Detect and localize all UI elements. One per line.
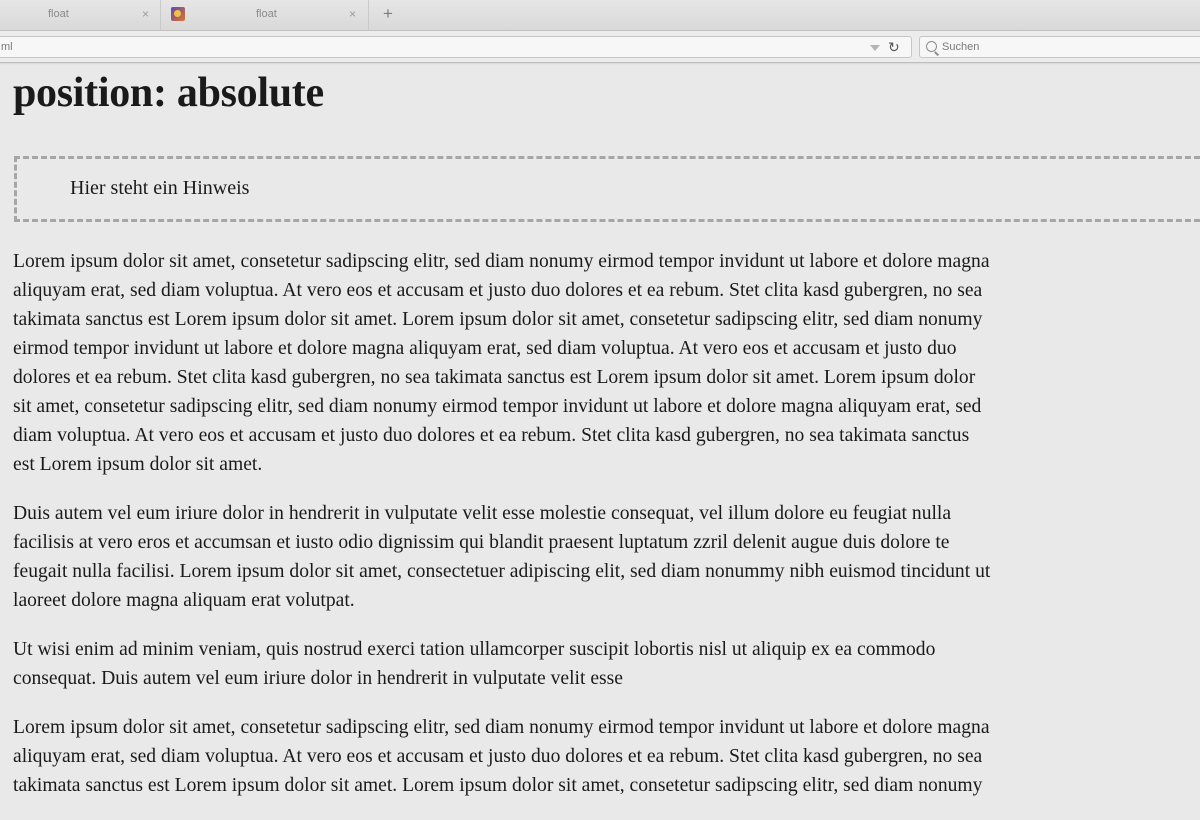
text-line: Duis autem vel eum iriure dolor in hendrerit in vulputate velit esse molestie consequat, vel illum dolore eu feugiat nulla (13, 503, 952, 524)
search-icon (926, 41, 937, 52)
text-line: est Lorem ipsum dolor sit amet. (13, 454, 263, 475)
search-bar[interactable] (919, 36, 1200, 58)
new-tab-button[interactable]: + (383, 4, 393, 23)
text-line: Lorem ipsum dolor sit amet, consetetur sadipscing elitr, sed diam nonumy eirmod tempor invidunt ut labore et dolore magna (13, 717, 990, 738)
reload-icon[interactable]: ↻ (888, 39, 900, 55)
paragraph (13, 713, 1200, 800)
paragraph (13, 247, 1200, 479)
page-content (13, 64, 1200, 796)
text-line: facilisis at vero eros et accumsan et iusto odio dignissim qui blandit praesent luptatum zzril delenit augue duis dolore te (13, 532, 950, 553)
paragraph (13, 635, 1200, 693)
url-text: ml (1, 41, 13, 53)
text-line: takimata sanctus est Lorem ipsum dolor sit amet. Lorem ipsum dolor sit amet, consetetur sadipscing elitr, sed diam nonumy (13, 775, 983, 796)
text-line: feugait nulla facilisi. Lorem ipsum dolor sit amet, consectetuer adipiscing elit, sed diam nonummy nibh euismod tincidunt ut (13, 561, 991, 582)
tab-bar (0, 0, 1200, 31)
tab-float-2[interactable] (162, 0, 369, 30)
navigation-toolbar (0, 31, 1200, 63)
close-tab-icon[interactable]: × (142, 7, 150, 21)
body-text (13, 247, 1200, 820)
text-line: sit amet, consetetur sadipscing elitr, sed diam nonumy eirmod tempor invidunt ut labore et dolore magna aliquyam erat, sed (13, 396, 982, 417)
tab-title: float (48, 8, 69, 20)
search-input[interactable] (942, 39, 1182, 55)
paragraph (13, 499, 1200, 615)
text-line: laoreet dolore magna aliquam erat volutpat. (13, 590, 355, 611)
notice-box (14, 156, 1200, 222)
text-line: takimata sanctus est Lorem ipsum dolor sit amet. Lorem ipsum dolor sit amet, consetetur sadipscing elitr, sed diam nonumy (13, 309, 983, 330)
page-title: position: absolute (13, 70, 324, 116)
text-line: Ut wisi enim ad minim veniam, quis nostrud exerci tation ullamcorper suscipit lobortis nisl ut aliquip ex ea commodo (13, 639, 936, 660)
text-line: diam voluptua. At vero eos et accusam et justo duo dolores et ea rebum. Stet clita kasd gubergren, no sea takimata sanctus (13, 425, 970, 446)
text-line: aliquyam erat, sed diam voluptua. At vero eos et accusam et justo duo dolores et ea rebum. Stet clita kasd gubergren, no sea (13, 746, 983, 767)
text-line: dolores et ea rebum. Stet clita kasd gubergren, no sea takimata sanctus est Lorem ipsum dolor sit amet. Lorem ipsum dolor (13, 367, 976, 388)
text-line: aliquyam erat, sed diam voluptua. At vero eos et accusam et justo duo dolores et ea rebum. Stet clita kasd gubergren, no sea (13, 280, 983, 301)
notice-text: Hier steht ein Hinweis (70, 177, 250, 199)
text-line: eirmod tempor invidunt ut labore et dolore magna aliquyam erat, sed diam voluptua. At vero eos et accusam et justo duo (13, 338, 957, 359)
text-line: Lorem ipsum dolor sit amet, consetetur sadipscing elitr, sed diam nonumy eirmod tempor invidunt ut labore et dolore magna (13, 251, 990, 272)
tab-float-1[interactable] (0, 0, 161, 30)
site-favicon-icon (171, 7, 185, 21)
tab-title: float (256, 8, 277, 20)
address-bar[interactable] (0, 36, 912, 58)
close-tab-icon[interactable]: × (349, 7, 357, 21)
url-history-dropdown-icon[interactable] (870, 45, 880, 51)
text-line: consequat. Duis autem vel eum iriure dolor in hendrerit in vulputate velit esse (13, 668, 623, 689)
